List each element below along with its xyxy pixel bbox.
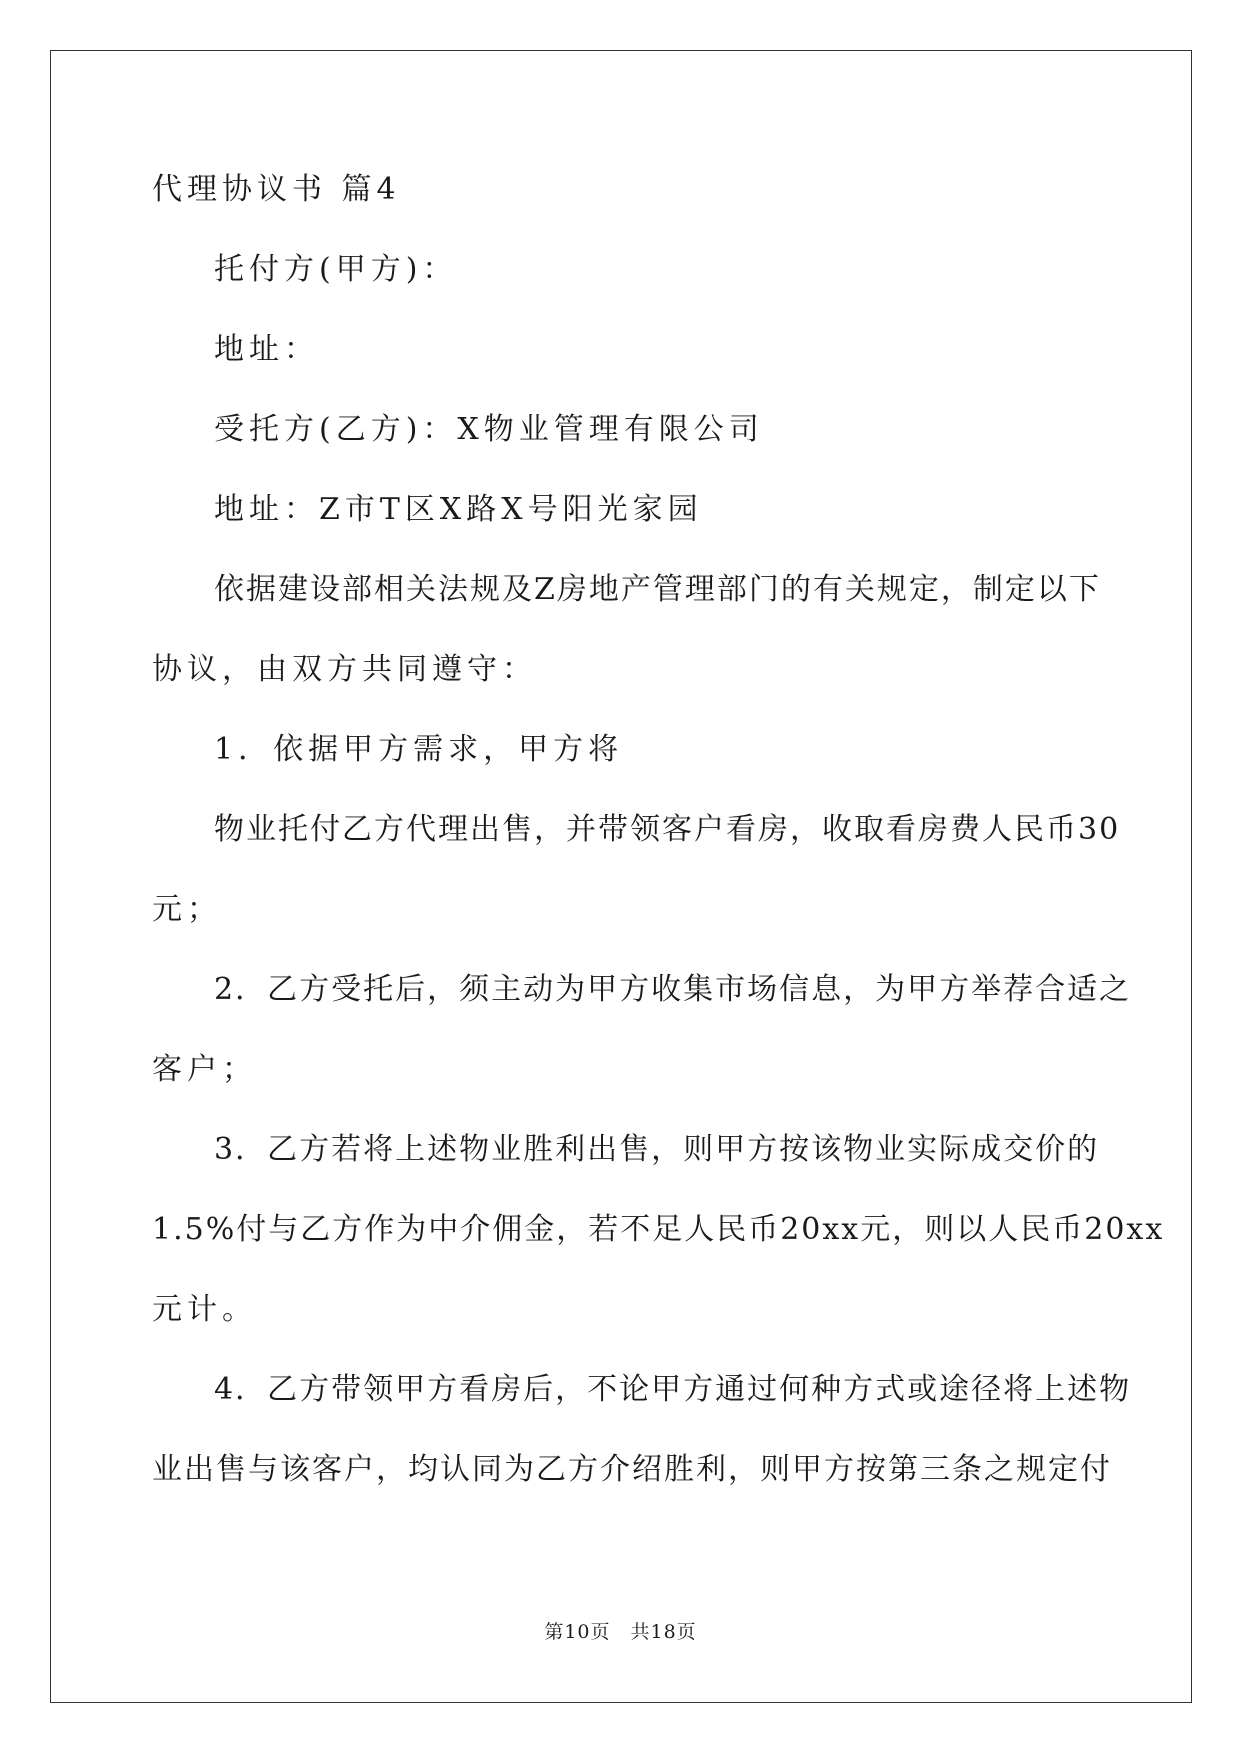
party-b-label: 受托方(乙方)：X物业管理有限公司 bbox=[214, 412, 764, 447]
clause-1-line-2: 物业托付乙方代理出售，并带领客户看房，收取看房费人民币30 bbox=[214, 812, 1121, 847]
clause-3-line-1: 3．乙方若将上述物业胜利出售，则甲方按该物业实际成交价的 bbox=[214, 1132, 1100, 1167]
clause-2-line-2: 客户； bbox=[152, 1052, 257, 1087]
page-number-footer: 第10页 共18页 bbox=[544, 1621, 697, 1643]
party-a-label: 托付方(甲方)： bbox=[214, 252, 458, 287]
party-a-address: 地址： bbox=[214, 332, 319, 367]
preamble-line-1: 依据建设部相关法规及Z房地产管理部门的有关规定，制定以下 bbox=[214, 572, 1101, 607]
clause-4-line-1: 4．乙方带领甲方看房后，不论甲方通过何种方式或途径将上述物 bbox=[214, 1372, 1132, 1407]
clause-1-line-3: 元； bbox=[152, 892, 222, 927]
clause-1-line-1: 1．依据甲方需求，甲方将 bbox=[214, 732, 624, 767]
document-title: 代理协议书 篇4 bbox=[152, 172, 401, 207]
clause-2-line-1: 2．乙方受托后，须主动为甲方收集市场信息，为甲方举荐合适之 bbox=[214, 972, 1132, 1007]
party-b-address: 地址：Z市T区X路X号阳光家园 bbox=[214, 492, 703, 527]
clause-3-line-3: 元计。 bbox=[152, 1292, 257, 1327]
preamble-line-2: 协议，由双方共同遵守： bbox=[152, 652, 537, 687]
clause-4-line-2: 业出售与该客户，均认同为乙方介绍胜利，则甲方按第三条之规定付 bbox=[152, 1452, 1112, 1487]
clause-3-line-2: 1.5%付与乙方作为中介佣金，若不足人民币20xx元，则以人民币20xx bbox=[152, 1212, 1165, 1247]
